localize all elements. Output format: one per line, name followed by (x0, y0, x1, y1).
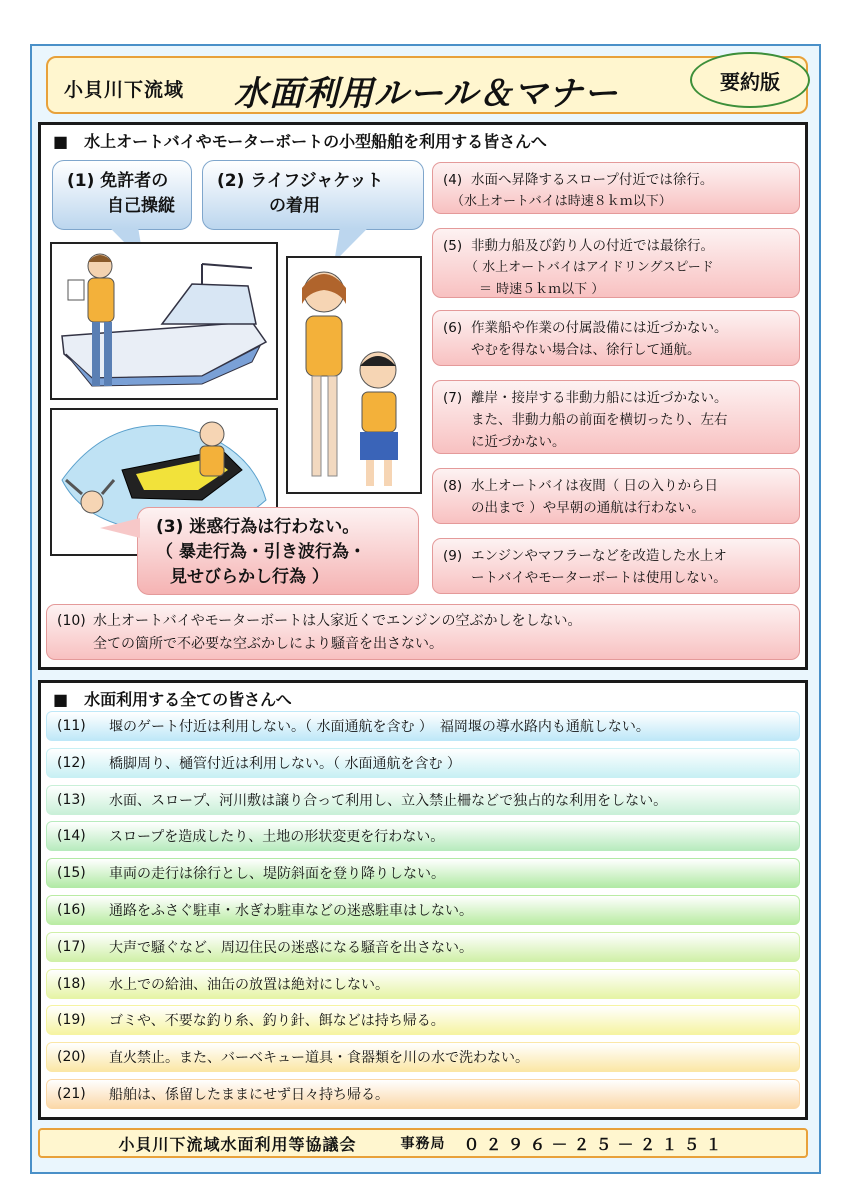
rule-item-5: (5) 非動力船及び釣り人の付近では最徐行。 （ 水上オートバイはアイドリングスピード ＝ 時速５ｋｍ以下 ） (432, 228, 800, 298)
summary-badge: 要約版 (690, 52, 810, 108)
rule-item-21 (46, 1079, 800, 1109)
rule-number: (18) (57, 975, 86, 992)
rule-text: スロープを造成したり、土地の形状変更を行わない。 (109, 829, 445, 846)
rule-number: (13) (57, 791, 86, 808)
rule-number: (20) (57, 1049, 86, 1066)
rule-item-12 (46, 748, 800, 778)
region-label: 小貝川下流域 (64, 79, 185, 101)
rule-number: (21) (57, 1086, 86, 1102)
rule-item-9: (9) エンジンやマフラーなどを改造した水上オ ートバイやモーターボートは使用しない。 (432, 538, 800, 594)
section-title: ■ 水面利用する全ての皆さんへ (53, 690, 292, 709)
phone-number: ０２９６－２５－２１５１ (463, 1134, 728, 1154)
rule-item-4: (4) 水面へ昇降するスロープ付近では徐行。 （水上オートバイは時速８ｋｍ以下） (432, 162, 800, 214)
rule-text: 橋脚周り、樋管付近は利用しない。（ 水面通航を含む ） (109, 755, 461, 772)
rule-text: 堰のゲート付近は利用しない。（ 水面通航を含む ） 福岡堰の導水路内も通航しない。 (109, 719, 650, 735)
rule-text: ゴミや、不要な釣り糸、釣り針、餌などは持ち帰る。 (109, 1013, 445, 1030)
rule-text: 大声で騒ぐなど、周辺住民の迷惑になる騒音を出さない。 (109, 939, 473, 956)
rule-number: (14) (57, 828, 86, 845)
section-title: ■ 水上オートバイやモーターボートの小型船舶を利用する皆さんへ (53, 132, 547, 151)
organization-name: 小貝川下流域水面利用等協議会 (118, 1134, 357, 1154)
rule-item-8: (8) 水上オートバイは夜間（ 日の入りから日 の出まで ）や早朝の通航は行わない。 (432, 468, 800, 524)
rule-number: (17) (57, 938, 86, 955)
rule-item-13 (46, 785, 800, 815)
rule-number: (12) (57, 754, 86, 771)
lifejacket-illustration (286, 256, 422, 494)
rule-bubble-lifejacket: (2) ライフジャケット の着用 (202, 160, 424, 230)
rule-text: 直火禁止。また、バーベキュー道具・食器類を川の水で洗わない。 (109, 1050, 529, 1067)
rule-item-16 (46, 895, 800, 925)
rule-text: 車両の走行は徐行とし、堤防斜面を登り降りしない。 (109, 866, 445, 883)
rule-bubble-license: (1) 免許者の 自己操縦 (52, 160, 192, 230)
rule-text: 水上での給油、油缶の放置は絶対にしない。 (109, 976, 389, 993)
boat-illustration (50, 242, 278, 400)
rule-item-19 (46, 1005, 800, 1035)
rule-item-20 (46, 1042, 800, 1072)
rule-text: 船舶は、係留したままにせず日々持ち帰る。 (109, 1087, 389, 1103)
rule-item-11 (46, 711, 800, 741)
rule-item-18 (46, 969, 800, 999)
rule-number: (16) (57, 902, 86, 918)
office-label: 事務局 (400, 1136, 446, 1152)
rule-item-6: (6) 作業船や作業の付属設備には近づかない。 やむを得ない場合は、徐行して通航。 (432, 310, 800, 366)
rule-item-14 (46, 821, 800, 851)
rule-text: 通路をふさぐ駐車・水ぎわ駐車などの迷惑駐車はしない。 (109, 903, 473, 919)
bubble-tail (100, 518, 140, 538)
rule-item-10: (10) 水上オートバイやモーターボートは人家近くでエンジンの空ぶかしをしない。 全ての箇所で不必要な空ぶかしにより騒音を出さない。 (46, 604, 800, 660)
footer-contact (38, 1128, 808, 1158)
rule-item-7: (7) 離岸・接岸する非動力船には近づかない。 また、非動力船の前面を横切ったり、左右 に近づかない。 (432, 380, 800, 454)
page-title: 水面利用ルール＆マナー (234, 74, 619, 114)
rule-number: (19) (57, 1012, 86, 1029)
rule-text: 水面、スロープ、河川敷は譲り合って利用し、立入禁止柵などで独占的な利用をしない。 (109, 792, 668, 809)
rule-item-15 (46, 858, 800, 888)
rule-item-17 (46, 932, 800, 962)
rule-number: (11) (57, 718, 86, 734)
rule-number: (15) (57, 865, 86, 882)
rule-item-3: (3) 迷惑行為は行わない。 （ 暴走行為・引き波行為・ 見せびらかし行為 ） (137, 507, 419, 595)
